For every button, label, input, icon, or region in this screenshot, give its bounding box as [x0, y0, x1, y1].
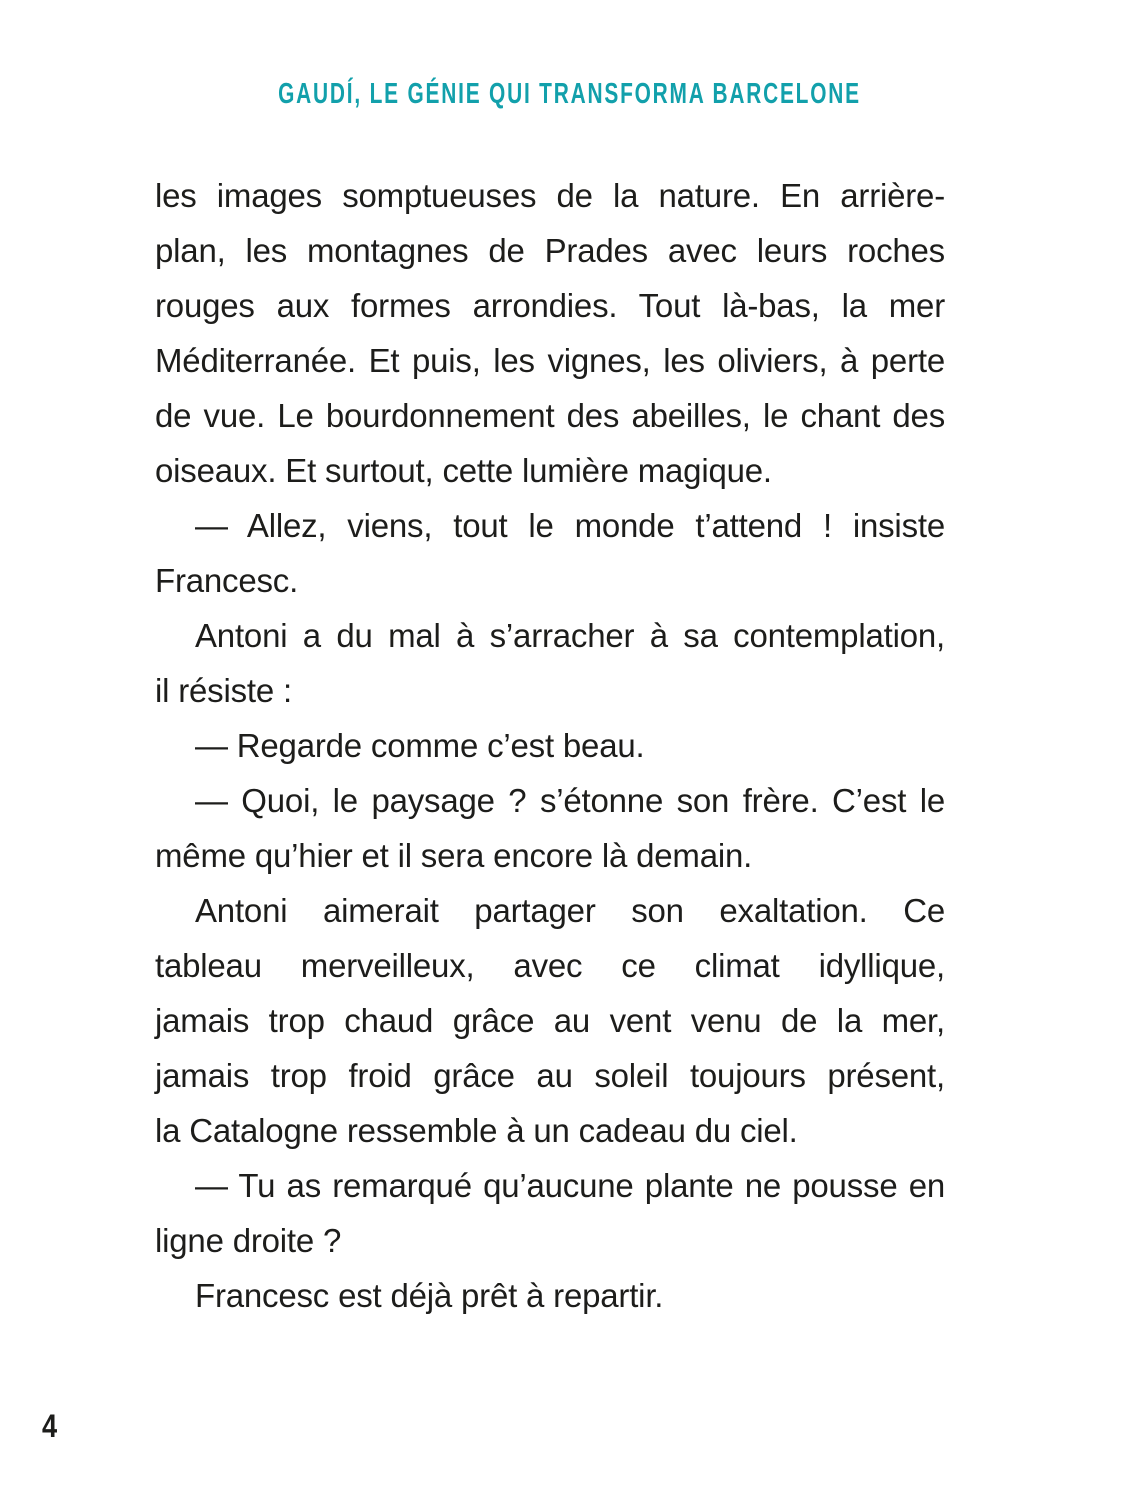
- text-line: de vue. Le bourdonnement des abeilles, le chant des: [155, 397, 945, 434]
- text-line: la Catalogne ressemble à un cadeau du ciel.: [155, 1112, 798, 1149]
- paragraph: [155, 168, 945, 498]
- text-line: rouges aux formes arrondies. Tout là-bas, la mer: [155, 287, 945, 324]
- text-line: Francesc est déjà prêt à repartir.: [195, 1277, 664, 1314]
- chapter-title: GAUDÍ, LE GÉNIE QUI TRANSFORMA BARCELONE: [278, 78, 861, 110]
- text-line: Antoni a du mal à s’arracher à sa contemplation,: [195, 617, 945, 654]
- text-line: Antoni aimerait partager son exaltation. Ce: [195, 892, 945, 929]
- page-number: 4: [42, 1408, 58, 1444]
- text-line: jamais trop froid grâce au soleil toujours présent,: [155, 1057, 945, 1094]
- body-text: [155, 168, 945, 1323]
- paragraph: [155, 883, 945, 1158]
- text-line: — Quoi, le paysage ? s’étonne son frère. C’est le: [195, 782, 945, 819]
- paragraph: [155, 718, 945, 773]
- text-line: — Tu as remarqué qu’aucune plante ne pousse en: [195, 1167, 945, 1204]
- text-line: même qu’hier et il sera encore là demain.: [155, 837, 753, 874]
- text-line: tableau merveilleux, avec ce climat idyllique,: [155, 947, 945, 984]
- text-line: il résiste :: [155, 672, 292, 709]
- text-line: ligne droite ?: [155, 1222, 342, 1259]
- paragraph: [155, 773, 945, 883]
- text-line: les images somptueuses de la nature. En arrière-: [155, 177, 945, 214]
- text-line: Francesc.: [155, 562, 299, 599]
- text-line: — Allez, viens, tout le monde t’attend ! insiste: [195, 507, 945, 544]
- text-line: oiseaux. Et surtout, cette lumière magique.: [155, 452, 772, 489]
- text-line: plan, les montagnes de Prades avec leurs roches: [155, 232, 945, 269]
- paragraph: [155, 498, 945, 608]
- paragraph: [155, 608, 945, 718]
- paragraph: [155, 1158, 945, 1268]
- paragraph: [155, 1268, 945, 1323]
- text-line: jamais trop chaud grâce au vent venu de la mer,: [155, 1002, 945, 1039]
- text-line: — Regarde comme c’est beau.: [195, 727, 645, 764]
- text-line: Méditerranée. Et puis, les vignes, les oliviers, à perte: [155, 342, 945, 379]
